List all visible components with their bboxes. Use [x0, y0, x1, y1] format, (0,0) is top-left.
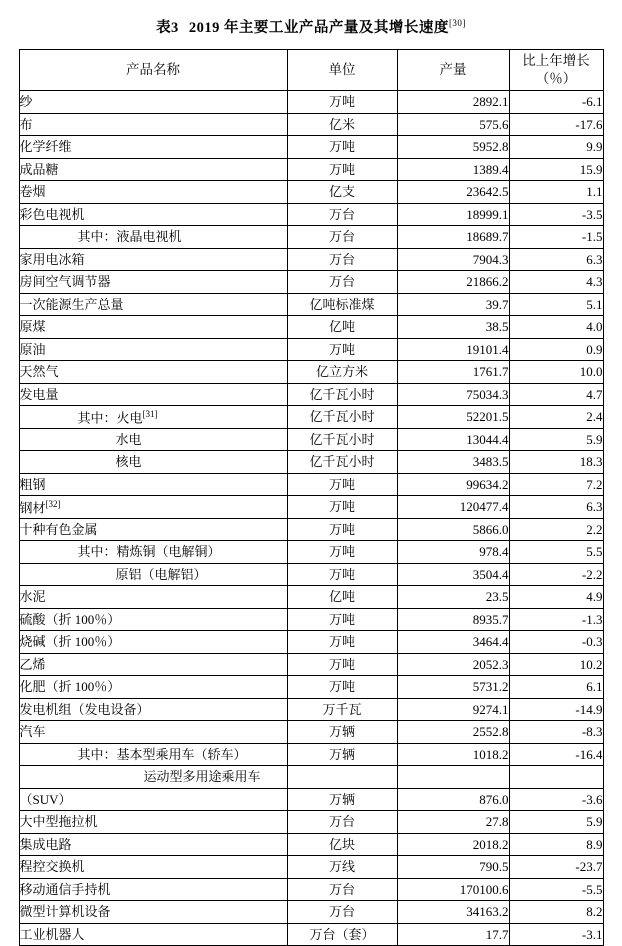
cell-output: 18999.1 — [397, 203, 509, 226]
cell-unit: 万台 — [287, 271, 397, 294]
cell-product-name: 移动通信手持机 — [19, 878, 287, 901]
cell-output: 27.8 — [397, 811, 509, 834]
cell-output: 23.5 — [397, 586, 509, 609]
cell-product-name: 发电量 — [19, 383, 287, 406]
cell-product-name: 天然气 — [19, 361, 287, 384]
cell-product-name: 其中：基本型乘用车（轿车） — [19, 743, 287, 766]
cell-product-name: 其中：精炼铜（电解铜） — [19, 541, 287, 564]
table-row — [19, 406, 603, 429]
table-row — [19, 91, 603, 114]
cell-output: 1761.7 — [397, 361, 509, 384]
table-number: 表3 — [156, 20, 179, 36]
cell-growth: -17.6 — [509, 113, 603, 136]
table-row — [19, 586, 603, 609]
table-row — [19, 901, 603, 924]
table-title-text: 2019 年主要工业产品产量及其增长速度 — [188, 20, 449, 36]
cell-unit: 万吨 — [287, 518, 397, 541]
cell-unit: 亿吨 — [287, 586, 397, 609]
cell-product-name: 原油 — [19, 338, 287, 361]
table-row — [19, 136, 603, 159]
cell-product-name: （SUV） — [19, 788, 287, 811]
cell-unit: 万吨 — [287, 136, 397, 159]
cell-growth: -3.1 — [509, 923, 603, 946]
cell-output: 13044.4 — [397, 428, 509, 451]
cell-unit: 亿千瓦小时 — [287, 406, 397, 429]
cell-output: 38.5 — [397, 316, 509, 339]
table-row — [19, 293, 603, 316]
cell-product-name: 化肥（折 100％） — [19, 676, 287, 699]
cell-product-name: 一次能源生产总量 — [19, 293, 287, 316]
cell-unit: 万吨 — [287, 631, 397, 654]
cell-unit: 万台 — [287, 878, 397, 901]
cell-growth: 10.2 — [509, 653, 603, 676]
cell-output: 75034.3 — [397, 383, 509, 406]
cell-growth: 2.4 — [509, 406, 603, 429]
table-row — [19, 743, 603, 766]
cell-output — [397, 766, 509, 789]
column-header-unit: 单位 — [287, 50, 397, 91]
table-row — [19, 226, 603, 249]
cell-growth: -1.3 — [509, 608, 603, 631]
table-row — [19, 833, 603, 856]
table-row — [19, 923, 603, 946]
cell-output: 170100.6 — [397, 878, 509, 901]
cell-output: 8935.7 — [397, 608, 509, 631]
cell-output: 5866.0 — [397, 518, 509, 541]
cell-growth: 6.1 — [509, 676, 603, 699]
cell-unit: 万吨 — [287, 676, 397, 699]
cell-unit: 万吨 — [287, 158, 397, 181]
table-row — [19, 203, 603, 226]
cell-growth: 1.1 — [509, 181, 603, 204]
cell-unit: 万千瓦 — [287, 698, 397, 721]
cell-unit: 万吨 — [287, 338, 397, 361]
cell-product-name: 工业机器人 — [19, 923, 287, 946]
cell-product-name: 烧碱（折 100％） — [19, 631, 287, 654]
cell-product-name: 十种有色金属 — [19, 518, 287, 541]
cell-unit: 亿块 — [287, 833, 397, 856]
cell-output: 18689.7 — [397, 226, 509, 249]
table-body — [19, 91, 603, 946]
table-row — [19, 563, 603, 586]
cell-output: 7904.3 — [397, 248, 509, 271]
cell-unit: 亿吨 — [287, 316, 397, 339]
table-header-row — [19, 50, 603, 91]
cell-growth: 4.3 — [509, 271, 603, 294]
table-row — [19, 856, 603, 879]
cell-growth: 15.9 — [509, 158, 603, 181]
cell-output: 1018.2 — [397, 743, 509, 766]
cell-output: 21866.2 — [397, 271, 509, 294]
column-header-growth-line2: （％） — [535, 71, 577, 86]
cell-unit: 万吨 — [287, 496, 397, 519]
cell-product-name: 乙烯 — [19, 653, 287, 676]
table-row — [19, 451, 603, 474]
cell-unit: 亿吨标准煤 — [287, 293, 397, 316]
cell-product-name: 化学纤维 — [19, 136, 287, 159]
cell-product-name: 运动型多用途乘用车 — [19, 766, 287, 789]
cell-growth: 4.0 — [509, 316, 603, 339]
table-row — [19, 721, 603, 744]
cell-growth: -2.2 — [509, 563, 603, 586]
cell-growth: 9.9 — [509, 136, 603, 159]
cell-unit: 万吨 — [287, 473, 397, 496]
cell-output: 790.5 — [397, 856, 509, 879]
table-row — [19, 788, 603, 811]
cell-product-name: 大中型拖拉机 — [19, 811, 287, 834]
cell-product-name: 汽车 — [19, 721, 287, 744]
industrial-output-table — [19, 49, 604, 946]
cell-output: 52201.5 — [397, 406, 509, 429]
cell-growth: 6.3 — [509, 248, 603, 271]
column-header-output: 产量 — [397, 50, 509, 91]
cell-unit: 万台 — [287, 901, 397, 924]
cell-product-name: 布 — [19, 113, 287, 136]
table-row — [19, 113, 603, 136]
column-header-product-name: 产品名称 — [19, 50, 287, 91]
cell-output: 23642.5 — [397, 181, 509, 204]
cell-output: 34163.2 — [397, 901, 509, 924]
cell-footnote-marker: [32] — [45, 498, 61, 509]
cell-unit: 万台 — [287, 226, 397, 249]
cell-output: 2052.3 — [397, 653, 509, 676]
cell-product-name: 纱 — [19, 91, 287, 114]
cell-unit — [287, 766, 397, 789]
cell-growth: 7.2 — [509, 473, 603, 496]
cell-growth: 5.1 — [509, 293, 603, 316]
cell-output: 575.6 — [397, 113, 509, 136]
cell-growth: 0.9 — [509, 338, 603, 361]
column-header-growth-line1: 比上年增长 — [522, 52, 590, 68]
table-row — [19, 878, 603, 901]
cell-product-name: 原铝（电解铝） — [19, 563, 287, 586]
table-row — [19, 631, 603, 654]
cell-unit: 亿千瓦小时 — [287, 428, 397, 451]
table-row — [19, 653, 603, 676]
cell-growth: -6.1 — [509, 91, 603, 114]
cell-product-name: 水电 — [19, 428, 287, 451]
table-row — [19, 271, 603, 294]
cell-growth: 5.9 — [509, 428, 603, 451]
cell-unit: 万台（套） — [287, 923, 397, 946]
cell-unit: 万吨 — [287, 541, 397, 564]
cell-product-name: 房间空气调节器 — [19, 271, 287, 294]
table-row — [19, 608, 603, 631]
table-header — [19, 50, 603, 91]
table-row — [19, 518, 603, 541]
cell-growth: 10.0 — [509, 361, 603, 384]
cell-growth: -23.7 — [509, 856, 603, 879]
table-row — [19, 473, 603, 496]
cell-product-name: 钢材[32] — [19, 496, 287, 519]
cell-growth: -16.4 — [509, 743, 603, 766]
table-row — [19, 316, 603, 339]
column-header-growth — [509, 50, 603, 91]
cell-product-name: 卷烟 — [19, 181, 287, 204]
cell-growth: 8.9 — [509, 833, 603, 856]
title-footnote-marker: [30] — [448, 18, 466, 29]
cell-output: 17.7 — [397, 923, 509, 946]
cell-growth: -3.6 — [509, 788, 603, 811]
cell-growth: 18.3 — [509, 451, 603, 474]
cell-product-name: 其中：液晶电视机 — [19, 226, 287, 249]
table-row — [19, 811, 603, 834]
table-row — [19, 361, 603, 384]
cell-output: 978.4 — [397, 541, 509, 564]
table-row — [19, 676, 603, 699]
cell-product-name: 其中：火电[31] — [19, 406, 287, 429]
page-title — [0, 0, 622, 49]
table-row — [19, 158, 603, 181]
cell-growth: 2.2 — [509, 518, 603, 541]
cell-unit: 万台 — [287, 203, 397, 226]
cell-growth: 6.3 — [509, 496, 603, 519]
table-row — [19, 496, 603, 519]
cell-unit: 亿支 — [287, 181, 397, 204]
cell-unit: 万台 — [287, 248, 397, 271]
cell-product-name: 发电机组（发电设备） — [19, 698, 287, 721]
cell-product-name: 微型计算机设备 — [19, 901, 287, 924]
cell-growth: 4.7 — [509, 383, 603, 406]
cell-growth: -3.5 — [509, 203, 603, 226]
cell-unit: 亿立方米 — [287, 361, 397, 384]
cell-growth: -5.5 — [509, 878, 603, 901]
table-row — [19, 541, 603, 564]
table-row — [19, 248, 603, 271]
table-row — [19, 698, 603, 721]
cell-output: 120477.4 — [397, 496, 509, 519]
cell-unit: 亿千瓦小时 — [287, 451, 397, 474]
cell-unit: 万吨 — [287, 653, 397, 676]
table-row — [19, 338, 603, 361]
cell-growth: 5.9 — [509, 811, 603, 834]
cell-product-name: 硫酸（折 100％） — [19, 608, 287, 631]
cell-growth: -1.5 — [509, 226, 603, 249]
cell-growth: 5.5 — [509, 541, 603, 564]
cell-product-name: 粗钢 — [19, 473, 287, 496]
cell-footnote-marker: [31] — [142, 408, 158, 419]
cell-output: 99634.2 — [397, 473, 509, 496]
cell-output: 2552.8 — [397, 721, 509, 744]
cell-unit: 万吨 — [287, 91, 397, 114]
cell-product-name: 家用电冰箱 — [19, 248, 287, 271]
cell-unit: 万吨 — [287, 563, 397, 586]
cell-growth: -14.9 — [509, 698, 603, 721]
cell-output: 2018.2 — [397, 833, 509, 856]
cell-unit: 万辆 — [287, 721, 397, 744]
cell-output: 876.0 — [397, 788, 509, 811]
cell-unit: 万吨 — [287, 608, 397, 631]
cell-unit: 万辆 — [287, 743, 397, 766]
cell-growth: -0.3 — [509, 631, 603, 654]
cell-product-name: 集成电路 — [19, 833, 287, 856]
cell-output: 39.7 — [397, 293, 509, 316]
cell-growth — [509, 766, 603, 789]
table-row — [19, 383, 603, 406]
cell-product-name: 程控交换机 — [19, 856, 287, 879]
cell-output: 9274.1 — [397, 698, 509, 721]
cell-unit: 亿米 — [287, 113, 397, 136]
cell-output: 5952.8 — [397, 136, 509, 159]
cell-growth: 4.9 — [509, 586, 603, 609]
cell-unit: 万线 — [287, 856, 397, 879]
cell-unit: 万台 — [287, 811, 397, 834]
table-row — [19, 766, 603, 789]
cell-product-name: 成品糖 — [19, 158, 287, 181]
cell-output: 5731.2 — [397, 676, 509, 699]
table-row — [19, 181, 603, 204]
cell-product-name: 原煤 — [19, 316, 287, 339]
cell-output: 3464.4 — [397, 631, 509, 654]
cell-output: 2892.1 — [397, 91, 509, 114]
cell-product-name: 水泥 — [19, 586, 287, 609]
table-row — [19, 428, 603, 451]
cell-unit: 亿千瓦小时 — [287, 383, 397, 406]
cell-product-name: 彩色电视机 — [19, 203, 287, 226]
cell-growth: 8.2 — [509, 901, 603, 924]
cell-output: 3504.4 — [397, 563, 509, 586]
cell-growth: -8.3 — [509, 721, 603, 744]
cell-output: 3483.5 — [397, 451, 509, 474]
cell-output: 19101.4 — [397, 338, 509, 361]
cell-output: 1389.4 — [397, 158, 509, 181]
cell-unit: 万辆 — [287, 788, 397, 811]
cell-product-name: 核电 — [19, 451, 287, 474]
